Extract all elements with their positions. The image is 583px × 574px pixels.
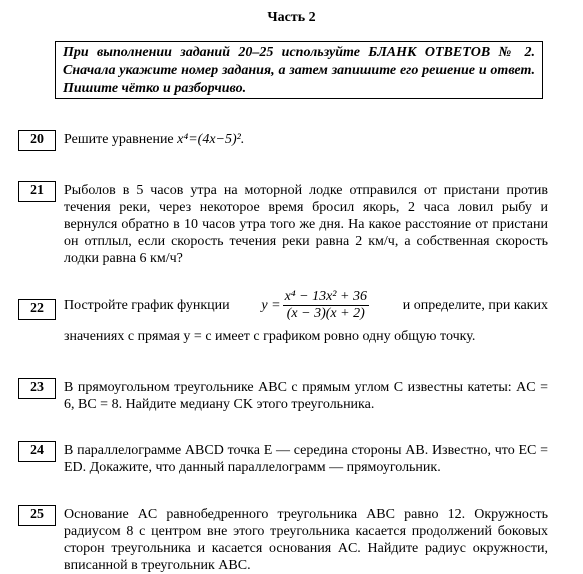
task-text: Основание AC равнобедренного треугольника ABC равно 12. Окружность радиусом 8 с центром вне этого треугольника касается продолжений боковых сторон треугольника и касается основания AC. Найдите радиус окружности, вписанной в треугольник ABC. (64, 507, 548, 573)
task-number: 21 (18, 181, 56, 202)
task-text: В прямоугольном треугольнике ABC с прямым углом C известны катеты: AC = 6, BC = 8. Найдите медиану CK этого треугольника. (64, 380, 548, 412)
task-text: В параллелограмме ABCD точка E — середина стороны AB. Известно, что EC = ED. Докажите, что данный параллелограмм — прямоугольник. (64, 443, 548, 475)
function-formula (261, 289, 371, 322)
fraction-denominator: (x − 3)(x + 2) (286, 306, 365, 321)
page-title: Часть 2 (267, 10, 316, 25)
fraction-numerator: x⁴ − 13x² + 36 (284, 289, 367, 304)
task-22-line1 (64, 289, 548, 322)
task-20-equation: x⁴=(4x−5)². (177, 132, 245, 147)
task-22-line2: значениях c прямая y = c имеет с графиком ровно одну общую точку. (64, 329, 476, 344)
task-number: 25 (18, 505, 56, 526)
task-20-prefix: Решите уравнение (64, 132, 174, 147)
task-number: 20 (18, 130, 56, 151)
task-number: 24 (18, 441, 56, 462)
task-text (64, 289, 548, 345)
task-22-suffix: и определите, при каких (402, 298, 548, 313)
function-fraction (283, 289, 369, 322)
function-lhs: y = (261, 298, 281, 313)
task-text: Рыболов в 5 часов утра на моторной лодке отправился от пристани против течения реки, через некоторое время бросил якорь, 2 часа ловил рыбу и вернулся обратно в 10 часов утра того же дня. На какое расстояние от пристани он отплыл, если скорость течения реки равна 2 км/ч, а собственная скорость лодки равна 6 км/ч? (64, 183, 548, 266)
task-number: 22 (18, 299, 56, 320)
task-22-prefix: Постройте график функции (64, 298, 230, 313)
instruction-box: При выполнении заданий 20–25 используйте БЛАНК ОТВЕТОВ № 2. Сначала укажите номер задания, а затем запишите его решение и ответ. Пишите чётко и разборчиво. (55, 41, 543, 99)
task-number: 23 (18, 378, 56, 399)
task-text (64, 131, 548, 148)
